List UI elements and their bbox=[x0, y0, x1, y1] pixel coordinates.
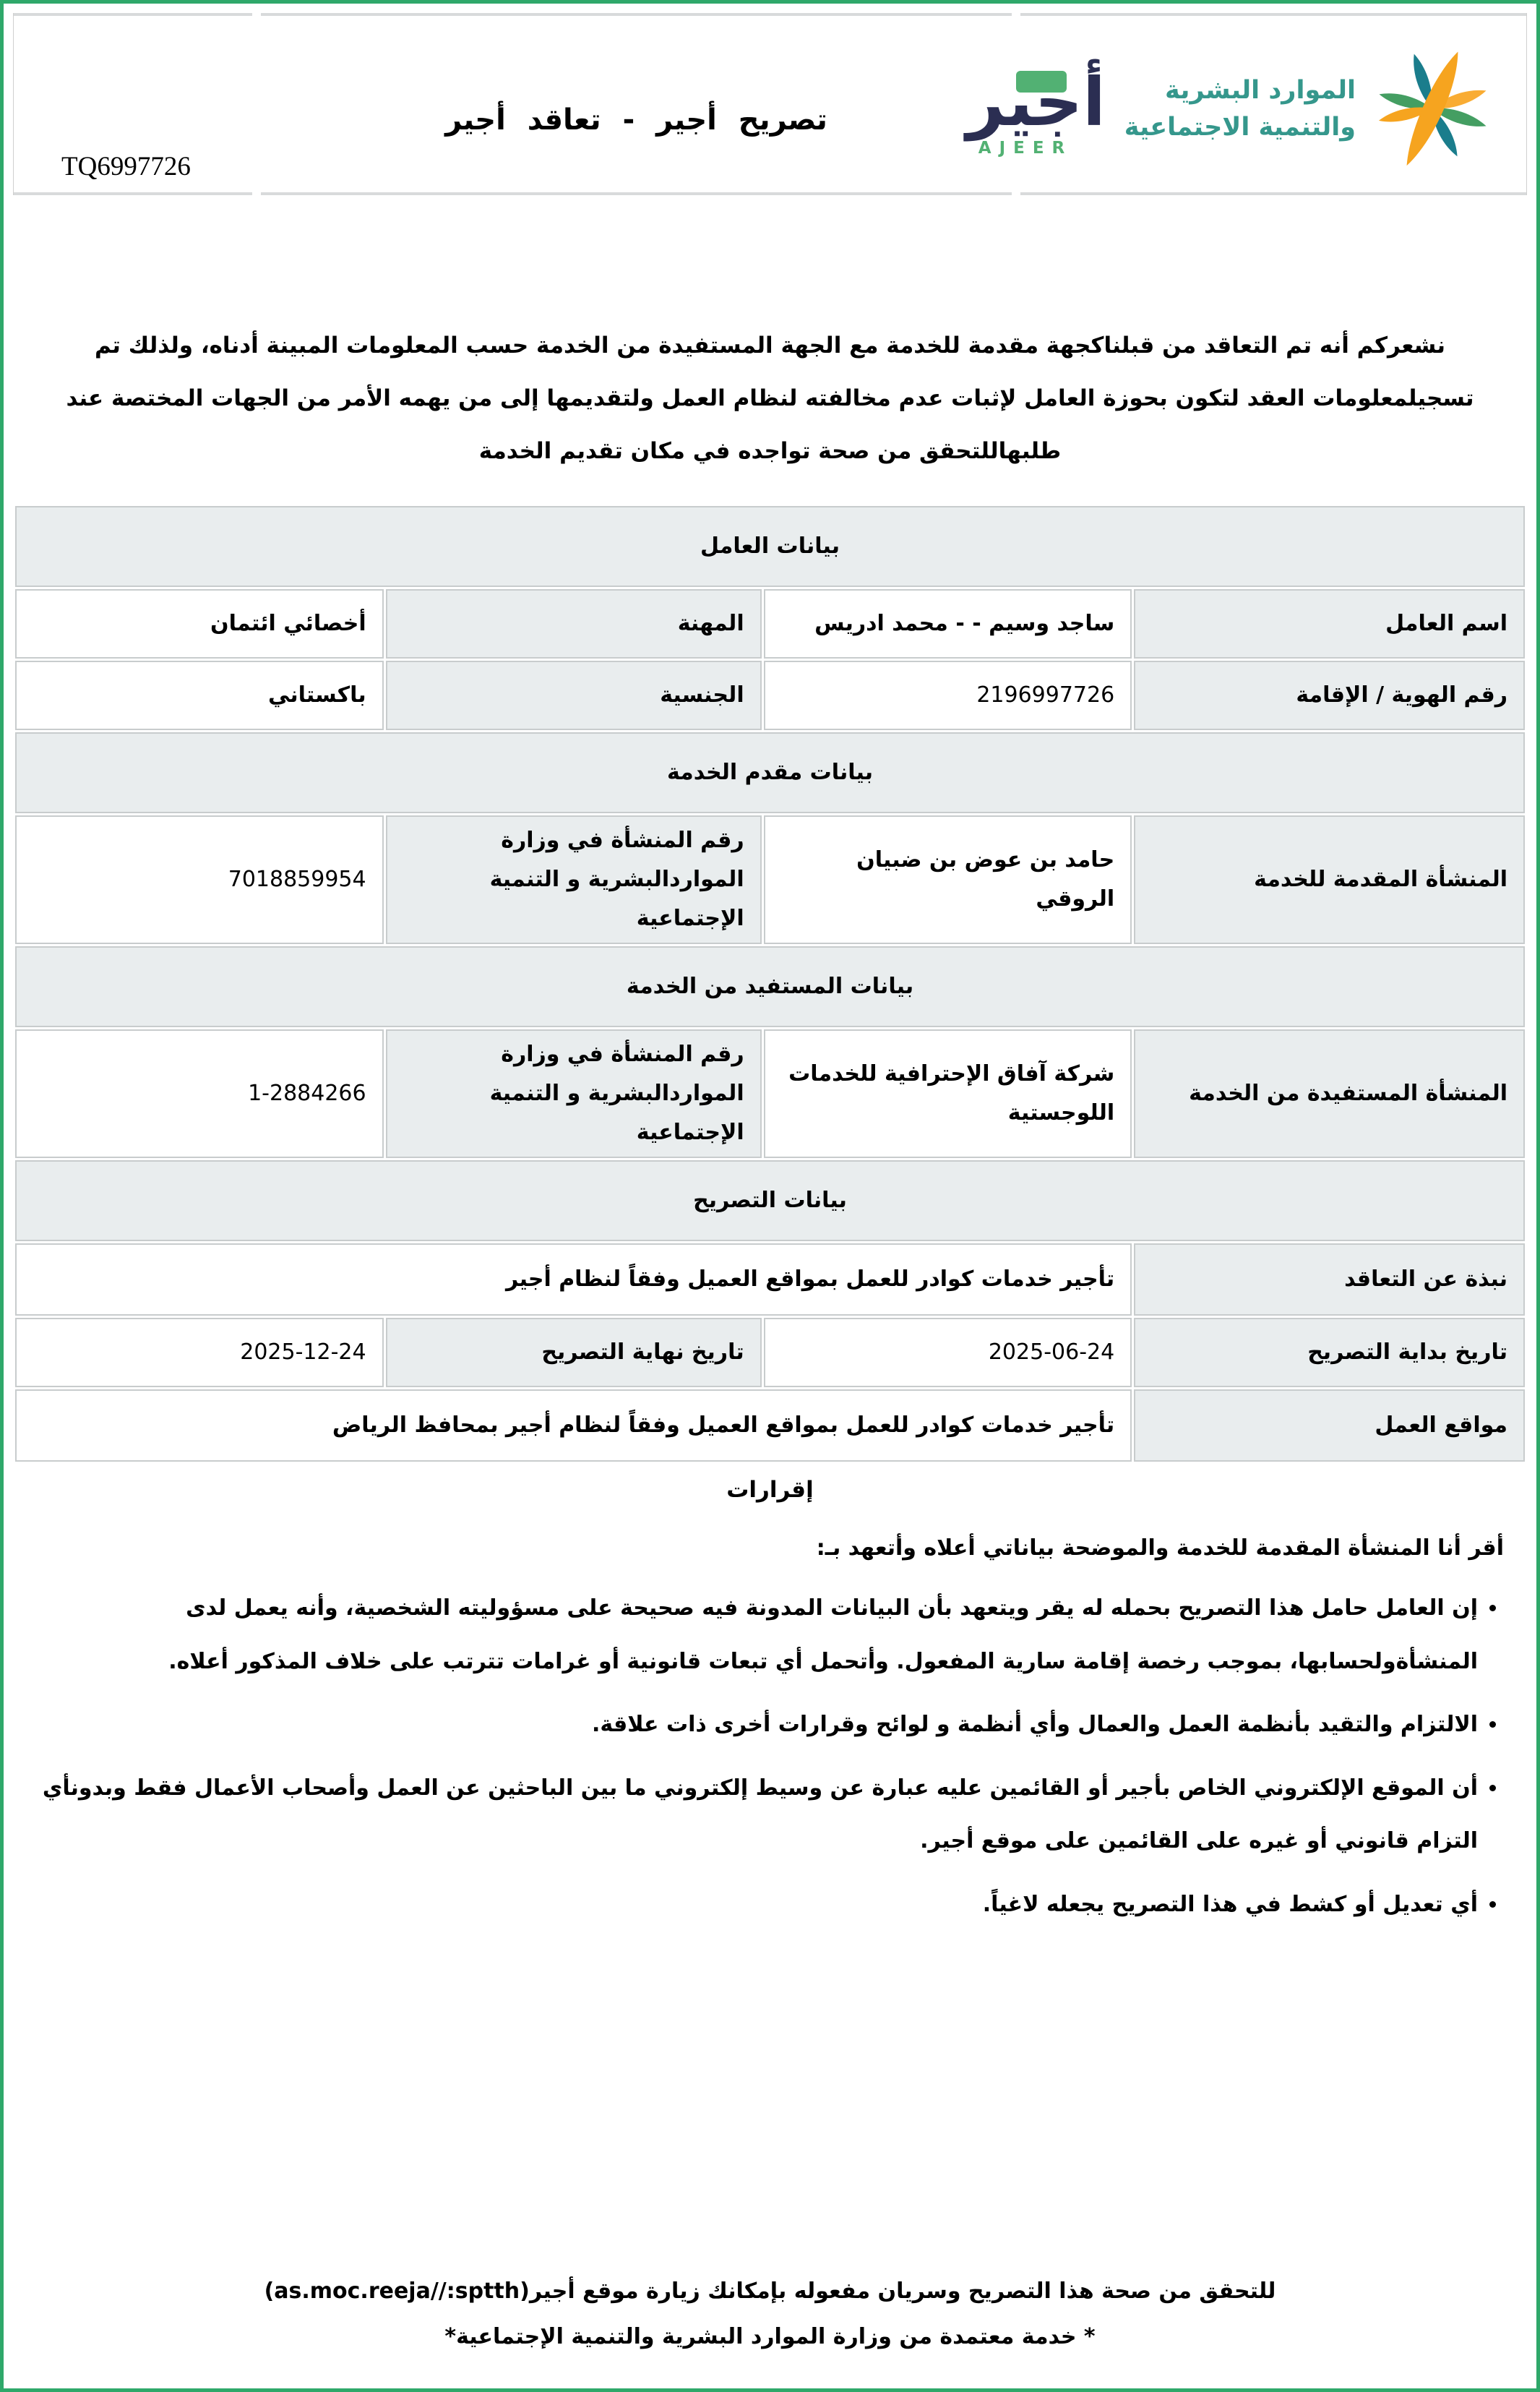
document-footer bbox=[4, 2279, 1536, 2349]
section-header-beneficiary: بيانات المستفيد من الخدمة bbox=[15, 946, 1525, 1027]
profession-label: المهنة bbox=[386, 589, 762, 659]
ajeer-logo-latin: AJEER bbox=[978, 139, 1073, 158]
intro-paragraph: نشعركم أنه تم التعاقد من قبلناكجهة مقدمة للخدمة مع الجهة المستفيدة من الخدمة حسب المعلومات المبينة أدناه، ولذلك تم تسجيلمعلومات العقد لتكون بحوزة العامل لإثبات عدم مخالفته لنظام العمل ولتقديمها إلى من يهمه الأمر من الجهات المختصة عند طلبهاللتحقق من صحة تواجده في مكان تقديم الخدمة bbox=[66, 333, 1474, 464]
work-locations-label: مواقع العمل bbox=[1134, 1389, 1525, 1462]
beneficiary-name-label: المنشأة المستفيدة من الخدمة bbox=[1134, 1029, 1525, 1158]
verification-url: (as.moc.reeja//:sptth) bbox=[264, 2279, 530, 2304]
declarations-intro: أقر أنا المنشأة المقدمة للخدمة والموضحة بياناتي أعلاه وأتعهد بـ: bbox=[816, 1535, 1504, 1561]
start-date-value: 2025-06-24 bbox=[764, 1318, 1132, 1387]
document-header bbox=[13, 13, 1527, 195]
document-title: تصريح أجير - تعاقد أجير bbox=[261, 13, 1012, 195]
ministry-logo-text bbox=[1124, 72, 1356, 146]
contract-summary-value: تأجير خدمات كوادر للعمل بمواقع العميل وفقاً لنظام أجير bbox=[15, 1243, 1132, 1316]
ajeer-logo bbox=[966, 63, 1106, 158]
nationality-value: باكستاني bbox=[15, 661, 384, 730]
verification-line bbox=[4, 2279, 1536, 2304]
worker-name-label: اسم العامل bbox=[1134, 589, 1525, 659]
header-number-cell bbox=[14, 13, 252, 195]
profession-value: أخصائي ائتمان bbox=[15, 589, 384, 659]
section-header-worker: بيانات العامل bbox=[15, 506, 1525, 587]
id-number-value: 2196997726 bbox=[764, 661, 1132, 730]
accreditation-line: * خدمة معتمدة من وزارة الموارد البشرية والتنمية الإجتماعية* bbox=[444, 2324, 1096, 2349]
verification-text: للتحقق من صحة هذا التصريح وسريان مفعوله بإمكانك زيارة موقع أجير bbox=[529, 2279, 1276, 2304]
section-header-permit: بيانات التصريح bbox=[15, 1160, 1525, 1241]
ministry-logo-line2: والتنمية الاجتماعية bbox=[1124, 113, 1356, 142]
ministry-logo-line1: الموارد البشرية bbox=[1164, 76, 1356, 106]
beneficiary-number-label: رقم المنشأة في وزارة المواردالبشرية و التنمية الإجتماعية bbox=[386, 1029, 762, 1158]
id-number-label: رقم الهوية / الإقامة bbox=[1134, 661, 1525, 730]
declaration-item: • إن العامل حامل هذا التصريح بحمله له يقر ويتعهد بأن البيانات المدونة فيه صحيحة على مسؤوليته الشخصية، وأنه يعمل لدى المنشأةولحسابها، بموجب رخصة إقامة سارية المفعول. وأتحمل أي تبعات قانونية أو غرامات تترتب على خلاف المذكور أعلاه. bbox=[36, 1582, 1478, 1688]
permit-data-table bbox=[13, 504, 1527, 1464]
declaration-item: • أن الموقع الإلكتروني الخاص بأجير أو القائمين عليه عبارة عن وسيط إلكتروني ما بين الباحثين عن العمل وأصحاب الأعمال فقط وبدونأي التزام قانوني أو غيره على القائمين على موقع أجير. bbox=[36, 1762, 1478, 1868]
contract-summary-label: نبذة عن التعاقد bbox=[1134, 1243, 1525, 1316]
worker-name-value: ساجد وسيم - - محمد ادريس bbox=[764, 589, 1132, 659]
provider-number-label: رقم المنشأة في وزارة المواردالبشرية و التنمية الإجتماعية bbox=[386, 815, 762, 944]
ministry-emblem-icon bbox=[1375, 46, 1492, 173]
declarations-block bbox=[36, 1522, 1504, 1932]
start-date-label: تاريخ بداية التصريح bbox=[1134, 1318, 1525, 1387]
header-logos-cell bbox=[966, 13, 1526, 195]
provider-name-label: المنشأة المقدمة للخدمة bbox=[1134, 815, 1525, 944]
provider-name-value: حامد بن عوض بن ضبيان الروقي bbox=[764, 815, 1132, 944]
declaration-item: • الالتزام والتقيد بأنظمة العمل والعمال وأي أنظمة و لوائح وقرارات أخرى ذات علاقة. bbox=[36, 1698, 1478, 1752]
declaration-item: • أي تعديل أو كشط في هذا التصريح يجعله لاغياً. bbox=[36, 1878, 1478, 1932]
beneficiary-number-value: 1-2884266 bbox=[15, 1029, 384, 1158]
nationality-label: الجنسية bbox=[386, 661, 762, 730]
beneficiary-name-value: شركة آفاق الإحترافية للخدمات اللوجستية bbox=[764, 1029, 1132, 1158]
declarations-title: إقرارات bbox=[726, 1476, 814, 1503]
end-date-label: تاريخ نهاية التصريح bbox=[386, 1318, 762, 1387]
section-header-provider: بيانات مقدم الخدمة bbox=[15, 732, 1525, 813]
declarations-list bbox=[36, 1582, 1504, 1931]
provider-number-value: 7018859954 bbox=[15, 815, 384, 944]
work-locations-value: تأجير خدمات كوادر للعمل بمواقع العميل وفقاً لنظام أجير بمحافظ الرياض bbox=[15, 1389, 1132, 1462]
document-number: TQ6997726 bbox=[61, 152, 191, 181]
end-date-value: 2025-12-24 bbox=[15, 1318, 384, 1387]
ajeer-logo-arabic: أجير bbox=[966, 63, 1106, 141]
